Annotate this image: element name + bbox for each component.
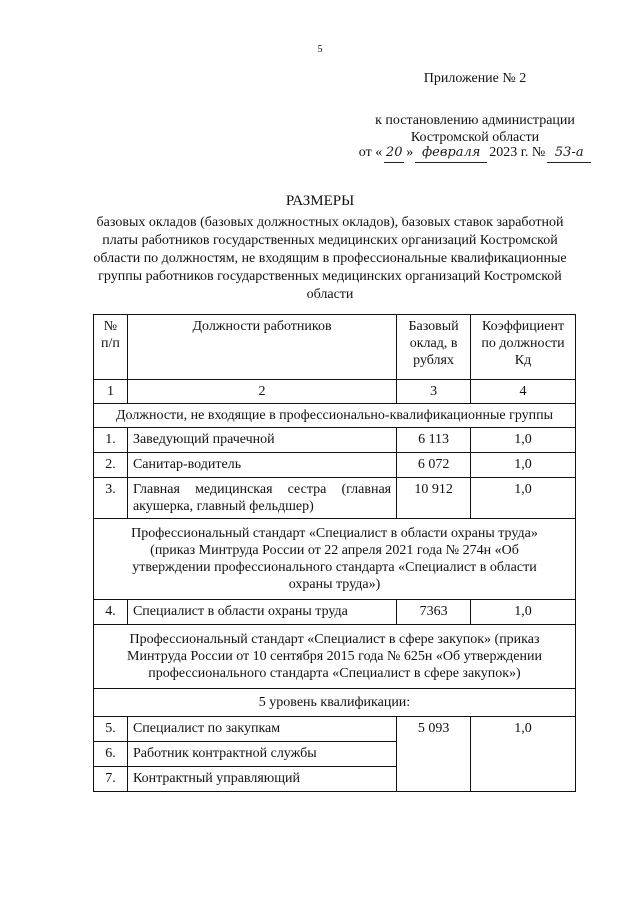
row-position: Специалист в области охраны труда [127, 600, 396, 625]
section-heading: Должности, не входящие в профессионально-квалификационные группы [94, 404, 576, 428]
column-index: 2 [127, 380, 396, 404]
document-subtitle: базовых окладов (базовых должностных окладов), базовых ставок заработной платы работников государственных медицинских организаций Костромской области по должностям, не входящим в профессиональные квалификационные группы работников государственных медицинских организаций Костромской области [93, 215, 567, 302]
table-header-row [94, 315, 576, 380]
row-salary: 10 912 [397, 478, 471, 519]
row-position: Санитар-водитель [127, 453, 396, 478]
document-title: РАЗМЕРЫ [285, 193, 355, 209]
row-coef: 1,0 [471, 453, 576, 478]
row-salary: 5 093 [397, 717, 471, 792]
section-heading: 5 уровень квалификации: [94, 689, 576, 717]
handwritten-doc-number: 53-а [547, 144, 591, 163]
row-coef: 1,0 [471, 428, 576, 453]
row-num: 2. [94, 453, 128, 478]
handwritten-day: 20 [384, 144, 404, 163]
column-index: 1 [94, 380, 128, 404]
row-position: Специалист по закупкам [127, 717, 396, 742]
column-index-row [94, 380, 576, 404]
date-prefix: от « [358, 145, 383, 160]
row-salary: 6 072 [397, 453, 471, 478]
row-num: 4. [94, 600, 128, 625]
row-position: Заведующий прачечной [127, 428, 396, 453]
row-num: 3. [94, 478, 128, 519]
row-num: 6. [94, 742, 128, 767]
section-row [94, 689, 576, 717]
section-heading: Профессиональный стандарт «Специалист в сфере закупок» (приказ Минтруда России от 10 сентября 2015 года № 625н «Об утверждении профессионального стандарта «Специалист в сфере закупок») [94, 625, 576, 689]
appendix-date-line [330, 144, 620, 163]
row-coef: 1,0 [471, 600, 576, 625]
appendix-title: Приложение № 2 [423, 71, 527, 86]
row-coef: 1,0 [471, 478, 576, 519]
row-position: Контрактный управляющий [127, 767, 396, 792]
row-salary: 6 113 [397, 428, 471, 453]
appendix-resolution-line: к постановлению администрации [375, 113, 575, 128]
page-number: 5 [317, 44, 323, 55]
header-position: Должности работников [127, 315, 396, 380]
table-row [94, 428, 576, 453]
column-index: 3 [397, 380, 471, 404]
row-num: 7. [94, 767, 128, 792]
row-position: Работник контрактной службы [127, 742, 396, 767]
date-year: 2023 г. № [489, 145, 546, 160]
header-coef: Коэффициент по должности Кд [471, 315, 576, 380]
salary-table [93, 314, 576, 792]
table-row [94, 453, 576, 478]
table-row [94, 717, 576, 742]
row-num: 5. [94, 717, 128, 742]
section-row [94, 625, 576, 689]
row-coef: 1,0 [471, 717, 576, 792]
header-num: № п/п [94, 315, 128, 380]
appendix-region-line: Костромской области [410, 130, 540, 145]
row-salary: 7363 [397, 600, 471, 625]
handwritten-month: февраля [415, 144, 487, 163]
header-salary: Базовый оклад, в рублях [397, 315, 471, 380]
row-num: 1. [94, 428, 128, 453]
section-row [94, 519, 576, 600]
date-mid: » [406, 145, 414, 160]
section-row [94, 404, 576, 428]
section-heading: Профессиональный стандарт «Специалист в области охраны труда» (приказ Минтруда России от 22 апреля 2021 года № 274н «Об утверждении профессионального стандарта «Специалист в области охраны труда») [94, 519, 576, 600]
table-row [94, 478, 576, 519]
row-position: Главная медицинская сестра (главная акушерка, главный фельдшер) [127, 478, 396, 519]
table-row [94, 600, 576, 625]
column-index: 4 [471, 380, 576, 404]
